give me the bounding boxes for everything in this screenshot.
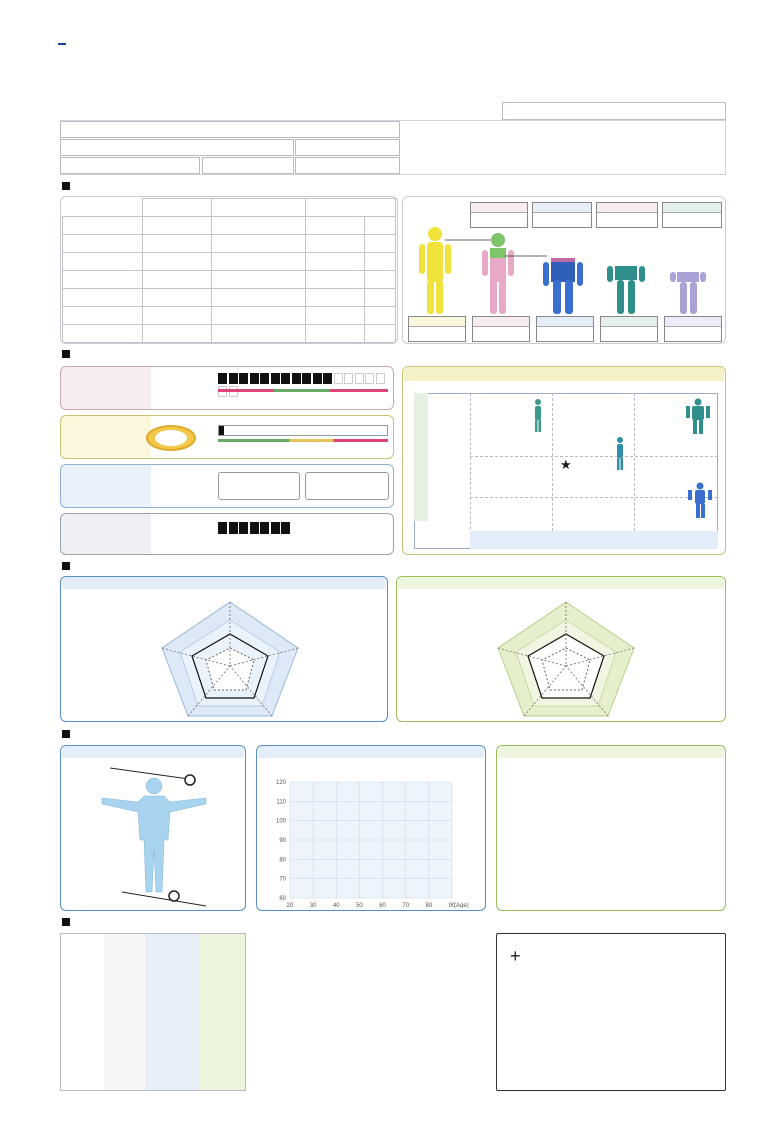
bmr-bar-segment bbox=[355, 373, 364, 384]
bmr-kcal bbox=[148, 389, 154, 404]
details-row bbox=[63, 307, 396, 325]
muscle-radar bbox=[150, 596, 310, 720]
bmr-bar-segment bbox=[376, 373, 385, 384]
details-result bbox=[142, 235, 211, 253]
ecwtbw-bar-segment bbox=[250, 522, 259, 534]
body-figures bbox=[405, 222, 723, 318]
chart-x-tick: 20 bbox=[286, 903, 294, 908]
details-desirable bbox=[211, 307, 305, 325]
reactance-cross-icon: + bbox=[510, 946, 521, 966]
chart-x-tick: 80 bbox=[425, 903, 433, 908]
history-table-bg-weight bbox=[104, 934, 146, 1090]
chart-y-tick: 60 bbox=[279, 896, 286, 902]
bmr-bar-segment bbox=[365, 373, 374, 384]
details-desirable bbox=[211, 253, 305, 271]
chart-y-tick: 110 bbox=[276, 799, 286, 806]
details-desirable bbox=[211, 235, 305, 253]
figure-tbw bbox=[607, 266, 645, 314]
ecwtbw-value bbox=[152, 524, 158, 539]
bmr-bar-segment bbox=[250, 373, 259, 384]
bmr-bar-segment bbox=[281, 373, 290, 384]
bmr-bar-segment bbox=[302, 373, 311, 384]
ecwtbw-bar-segment bbox=[229, 522, 238, 534]
figure-icw bbox=[670, 272, 706, 314]
physique-figures bbox=[520, 396, 720, 526]
details-row bbox=[63, 325, 396, 343]
bmr-bar-segment bbox=[260, 373, 269, 384]
details-label bbox=[63, 253, 143, 271]
details-label bbox=[63, 289, 143, 307]
chart-y-tick: 70 bbox=[279, 876, 286, 883]
weight-box bbox=[408, 316, 466, 342]
bmr-bar-segment bbox=[271, 373, 280, 384]
age-field bbox=[60, 157, 200, 174]
details-label bbox=[63, 325, 143, 343]
details-row bbox=[63, 253, 396, 271]
bmr-bar-segment bbox=[323, 373, 332, 384]
chart-x-tick: 60 bbox=[379, 903, 386, 908]
details-target bbox=[305, 271, 364, 289]
bmr-heading bbox=[62, 349, 75, 361]
mmb-figure bbox=[66, 762, 242, 908]
visceral-bar bbox=[218, 425, 388, 436]
fat-segment-title-bar bbox=[398, 577, 724, 589]
details-result bbox=[142, 325, 211, 343]
chart-x-tick: 90 bbox=[448, 903, 456, 908]
details-row bbox=[63, 289, 396, 307]
details-desirable bbox=[211, 217, 305, 235]
details-row bbox=[63, 271, 396, 289]
details-desirable bbox=[211, 325, 305, 343]
ecwtbw-bar-segment bbox=[239, 522, 248, 534]
details-target-2 bbox=[364, 253, 395, 271]
chart-x-tick: 30 bbox=[309, 903, 317, 908]
details-target-2 bbox=[364, 235, 395, 253]
no-field bbox=[60, 121, 400, 138]
tbw-box bbox=[600, 316, 658, 342]
ecw-box bbox=[218, 472, 300, 500]
details-target-2 bbox=[364, 325, 395, 343]
ecwtbw-bar-segment bbox=[260, 522, 269, 534]
muscle-mass-box bbox=[536, 316, 594, 342]
details-label bbox=[63, 235, 143, 253]
details-result bbox=[142, 271, 211, 289]
details-label bbox=[63, 271, 143, 289]
bmr-bar-segment bbox=[239, 373, 248, 384]
bfd-title-bar bbox=[498, 746, 724, 758]
details-target bbox=[305, 217, 364, 235]
figure-muscle-mass bbox=[543, 258, 583, 314]
history-heading bbox=[62, 917, 75, 929]
icw-box bbox=[664, 316, 722, 342]
physique-x-bar bbox=[470, 531, 718, 549]
chart-y-tick: 100 bbox=[275, 818, 286, 825]
history-table-bg-muscle bbox=[146, 934, 200, 1090]
muscle-segment-title-bar bbox=[62, 577, 386, 589]
visceral-panel bbox=[60, 415, 394, 459]
details-target bbox=[305, 325, 364, 343]
bmr-kj bbox=[148, 372, 154, 387]
chart-x-tick: 70 bbox=[402, 903, 410, 908]
chart-x-label: (Age) bbox=[454, 903, 469, 908]
type-field bbox=[202, 157, 294, 174]
bmr-bar-segment bbox=[229, 373, 238, 384]
date-field bbox=[502, 102, 726, 120]
details-target-2 bbox=[364, 289, 395, 307]
history-table-bg-fat bbox=[200, 934, 245, 1090]
details-target bbox=[305, 289, 364, 307]
physique-grid-line bbox=[470, 393, 471, 549]
segmental-heading bbox=[62, 561, 75, 573]
reactance-panel bbox=[496, 933, 726, 1091]
chart-y-tick: 90 bbox=[279, 838, 286, 844]
bmr-scale-line bbox=[218, 389, 388, 392]
details-label bbox=[63, 217, 143, 235]
details-row bbox=[63, 235, 396, 253]
details-desirable bbox=[211, 271, 305, 289]
tbw-pct bbox=[152, 487, 162, 502]
details-result bbox=[142, 289, 211, 307]
chart-y-tick: 80 bbox=[279, 857, 286, 864]
details-result bbox=[142, 307, 211, 325]
figure-ffm bbox=[482, 233, 514, 314]
star-marker: ★ bbox=[560, 457, 572, 472]
bmr-bar-segment bbox=[344, 373, 353, 384]
ecwtbw-bar-segment bbox=[218, 522, 227, 534]
ecwtbw-bar-segment bbox=[281, 522, 290, 534]
details-row bbox=[63, 217, 396, 235]
details-target-2 bbox=[364, 307, 395, 325]
ffm-box bbox=[472, 316, 530, 342]
details-target-2 bbox=[364, 217, 395, 235]
bmr-bar-segment bbox=[334, 373, 343, 384]
details-label bbox=[63, 307, 143, 325]
details-desirable bbox=[211, 289, 305, 307]
ecwtbw-bar-segment bbox=[271, 522, 280, 534]
pt-field bbox=[295, 157, 400, 174]
leg-score-chart bbox=[262, 762, 482, 908]
bmr-bar-segment bbox=[218, 373, 227, 384]
physique-title-bar bbox=[404, 367, 724, 381]
bfd-chart bbox=[502, 762, 722, 908]
leg-score-title-bar bbox=[258, 746, 484, 758]
height-field bbox=[295, 139, 400, 156]
ecwtbw-bar bbox=[218, 522, 292, 536]
tanita-logo bbox=[58, 42, 66, 45]
chart-y-tick: 120 bbox=[275, 780, 286, 786]
name-field bbox=[60, 139, 294, 156]
details-target bbox=[305, 235, 364, 253]
mmb-title-bar bbox=[62, 746, 244, 758]
tbw-kg bbox=[152, 469, 158, 484]
details-target-2 bbox=[364, 271, 395, 289]
icw-box bbox=[305, 472, 389, 500]
details-heading bbox=[62, 181, 75, 193]
chart-x-tick: 50 bbox=[356, 903, 363, 908]
bmr-bar-segment bbox=[313, 373, 322, 384]
bmr-bar-segment bbox=[292, 373, 301, 384]
visceral-badge bbox=[146, 425, 196, 451]
balance-heading bbox=[62, 729, 75, 741]
footer-copyright bbox=[594, 1098, 597, 1108]
details-table bbox=[62, 198, 396, 343]
details-target bbox=[305, 253, 364, 271]
details-target bbox=[305, 307, 364, 325]
fat-radar bbox=[486, 596, 646, 720]
visceral-scale-line bbox=[218, 439, 388, 442]
bmr-bar bbox=[218, 373, 388, 399]
chart-x-tick: 40 bbox=[332, 903, 340, 908]
physique-fat-axis bbox=[414, 393, 428, 521]
details-result bbox=[142, 217, 211, 235]
details-result bbox=[142, 253, 211, 271]
